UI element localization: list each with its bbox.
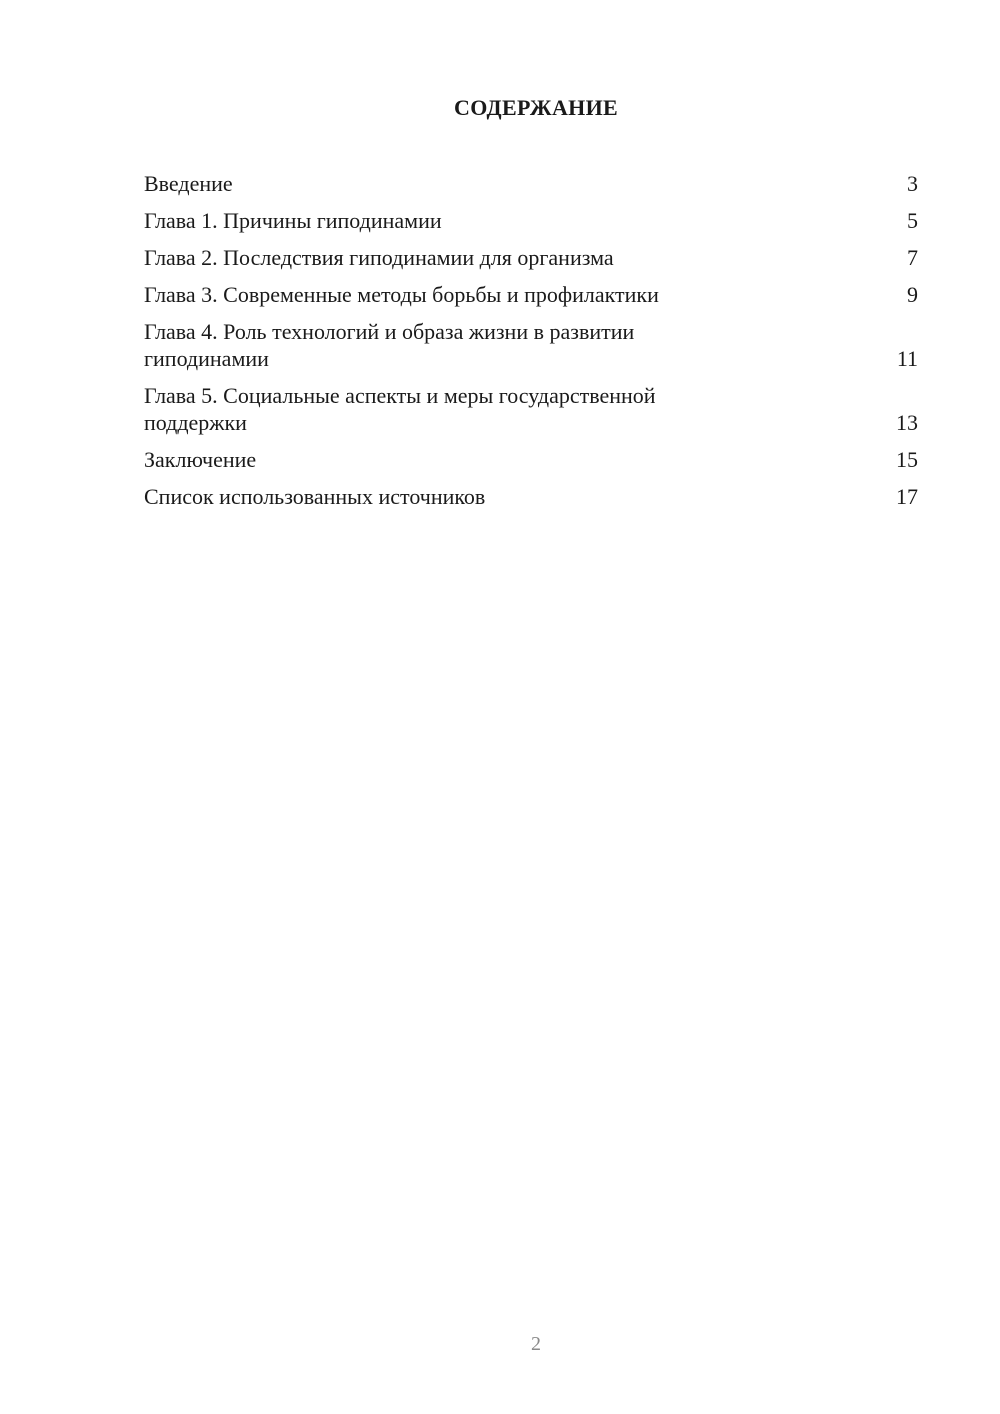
toc-entry-chapter-2[interactable]: [144, 244, 918, 271]
toc-entry-page: 5: [907, 208, 918, 233]
toc-entry-chapter-3[interactable]: [144, 281, 918, 308]
toc-entry-page: 11: [896, 346, 918, 371]
toc-entry-chapter-5[interactable]: [144, 382, 918, 436]
toc-entry-label: Глава 2. Последствия гиподинамии для организма: [144, 245, 614, 270]
toc-entry-page: 7: [907, 245, 918, 270]
toc-entry-conclusion[interactable]: [144, 446, 918, 473]
page-number: 2: [531, 1333, 541, 1355]
toc-entry-page: 13: [896, 410, 918, 435]
toc-entry-label: Глава 1. Причины гиподинамии: [144, 208, 442, 233]
toc-entry-chapter-4[interactable]: [144, 318, 918, 372]
toc-entry-page: 17: [896, 484, 918, 509]
table-of-contents: [144, 170, 918, 520]
toc-entry-page: 3: [907, 171, 918, 196]
toc-entry-label: Глава 4. Роль технологий и образа жизни в развитии гиподинамии: [144, 319, 635, 371]
toc-entry-label: Глава 5. Социальные аспекты и меры государственной поддержки: [144, 383, 656, 435]
toc-entry-chapter-1[interactable]: [144, 207, 918, 234]
toc-entry-page: 15: [896, 447, 918, 472]
page-title: СОДЕРЖАНИЕ: [454, 95, 618, 120]
toc-entry-references[interactable]: [144, 483, 918, 510]
toc-entry-label: Глава 3. Современные методы борьбы и профилактики: [144, 282, 659, 307]
toc-entry-label: Заключение: [144, 447, 257, 472]
toc-entry-introduction[interactable]: [144, 170, 918, 197]
toc-entry-page: 9: [907, 282, 918, 307]
toc-entry-label: Введение: [144, 171, 233, 196]
toc-entry-label: Список использованных источников: [144, 484, 486, 509]
